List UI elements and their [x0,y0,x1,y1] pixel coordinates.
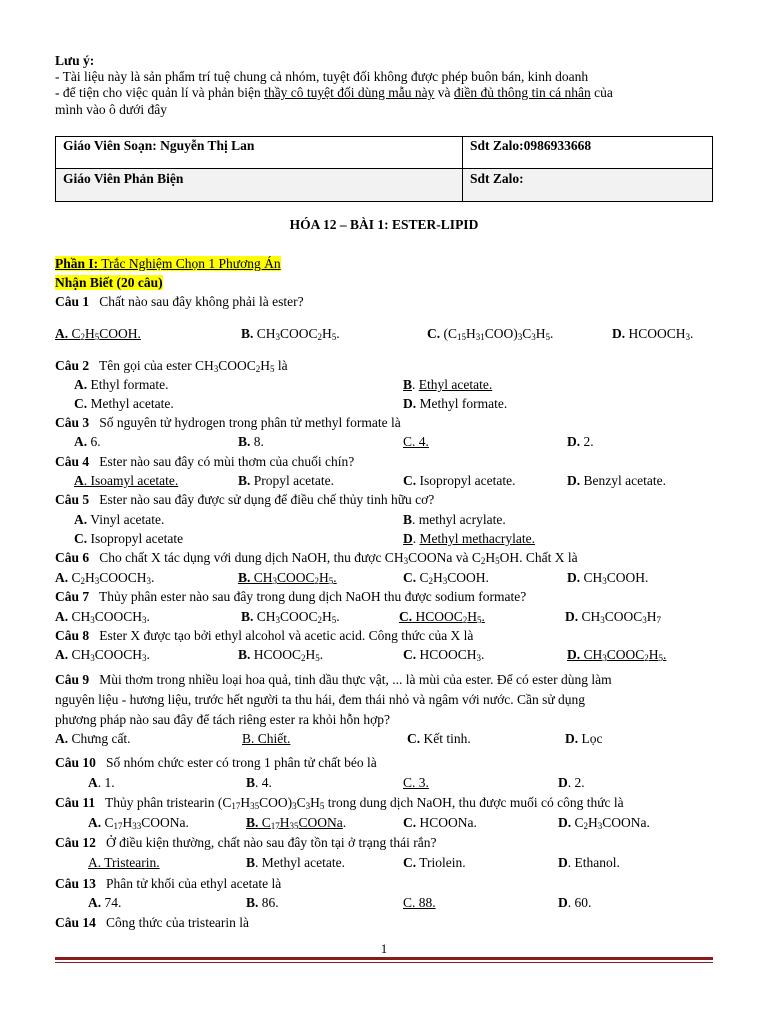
q5-option-c: C. Isopropyl acetate [74,531,184,546]
q6-option-d: D. $CH_3COOH$. [567,570,649,586]
question-10: Câu 10 Số nhóm chức ester có trong 1 phân tử chất béo là [55,755,377,770]
q12-option-d: D. Ethanol. [558,855,620,870]
question-9-line-2: nguyên liệu - hương liệu, trước hết người ta thu hái, đem thái nhỏ và ngâm với nước. Cần sử dụng [55,692,586,707]
q11-option-a: A. $C_{17}H_{33}COONa$. [88,815,189,831]
question-9: Câu 9 Mùi thơm trong nhiều loại hoa quả, tinh dầu thực vật, ... là mùi của ester. Để có ester dùng làm [55,672,612,687]
q11-option-c: C. HCOONa. [403,815,477,830]
question-8: Câu 8 Ester X được tạo bởi ethyl alcohol và acetic acid. Công thức của X là [55,628,474,643]
q5-option-d: D. Methyl methacrylate. [403,531,535,546]
q4-option-c: C. Isopropyl acetate. [403,473,516,488]
q4-option-a: A. Isoamyl acetate. [74,473,179,488]
q9-option-c: C. Kết tinh. [407,731,471,746]
q1-option-d: D. $HCOOCH_3$. [612,326,694,342]
teacher-info-table [55,136,713,202]
q8-option-b: B. $HCOOC_2H_5$. [238,647,324,663]
q1-option-c: C. $(C_{15}H_{31}COO)_3C_3H_5$. [427,326,554,342]
author-phone-cell: Sdt Zalo:0986933668 [463,137,713,169]
page-number: 1 [380,941,388,956]
q2-option-b: B. Ethyl acetate. [403,377,493,392]
q6-option-b: B. $CH_3COOC_2H_5$. [238,570,337,586]
question-11: Câu 11 Thủy phân tristearin $(C_{17}H_{35}COO)_3C_3H_5$ trong dung dịch NaOH, thu được muối có công thức là [55,795,624,811]
q8-option-c: C. $HCOOCH_3$. [403,647,485,663]
q3-option-c: C. 4. [403,434,429,449]
question-12: Câu 12 Ở điều kiện thường, chất nào sau đây tồn tại ở trạng thái rắn? [55,835,437,850]
q10-option-a: A. 1. [88,775,115,790]
question-3: Câu 3 Số nguyên tử hydrogen trong phân tử methyl formate là [55,415,401,430]
footer-rule-thin [55,962,713,963]
q3-option-d: D. 2. [567,434,594,449]
q7-option-d: D. $CH_3COOC_3H_7$ [565,609,662,625]
q10-option-d: D. 2. [558,775,585,790]
q4-option-d: D. Benzyl acetate. [567,473,666,488]
reviewer-phone-cell: Sdt Zalo: [463,169,713,202]
q13-option-b: B. 86. [246,895,279,910]
q13-option-c: C. 88. [403,895,436,910]
question-5: Câu 5 Ester nào sau đây được sử dụng để điều chế thủy tinh hữu cơ? [55,492,435,507]
q2-option-c: C. Methyl acetate. [74,396,174,411]
q2-option-d: D. Methyl formate. [403,396,508,411]
note-line-1: - Tài liệu này là sản phẩm trí tuệ chung cả nhóm, tuyệt đối không được phép buôn bán, kinh doanh [55,69,589,84]
q6-option-c: C. $C_2H_3COOH$. [403,570,489,586]
question-13: Câu 13 Phân tử khối của ethyl acetate là [55,876,282,891]
q3-option-b: B. 8. [238,434,264,449]
question-9-line-3: phương pháp nào sau đây để tách riêng ester ra khỏi hỗn hợp? [55,712,390,727]
note-line-3: mình vào ô dưới đây [55,102,167,117]
q11-option-d: D. $C_2H_3COONa$. [558,815,650,831]
q4-option-b: B. Propyl acetate. [238,473,334,488]
q8-option-d: D. $CH_3COOC_2H_5$. [567,647,667,663]
question-14: Câu 14 Công thức của tristearin là [55,915,250,930]
q7-option-a: A. $CH_3COOCH_3$. [55,609,150,625]
q3-option-a: A. 6. [74,434,101,449]
q8-option-a: A. $CH_3COOCH_3$. [55,647,150,663]
q13-option-d: D. 60. [558,895,592,910]
q13-option-a: A. 74. [88,895,122,910]
question-4: Câu 4 Ester nào sau đây có mùi thơm của chuối chín? [55,454,355,469]
q10-option-b: B. 4. [246,775,272,790]
q12-option-c: C. Triolein. [403,855,466,870]
note-line-2: - để tiện cho việc quản lí và phản biện thầy cô tuyệt đối dùng mẫu này và điền đủ thông tin cá nhân của [55,85,613,100]
question-7: Câu 7 Thủy phân ester nào sau đây trong dung dịch NaOH thu được sodium formate? [55,589,527,604]
q9-option-d: D. Lọc [565,731,603,746]
section-header: Phần I: Trắc Nghiệm Chọn 1 Phương Án [55,256,281,271]
q7-option-b: B. $CH_3COOC_2H_5$. [241,609,340,625]
q7-option-c: C. $HCOOC_2H_5$. [399,609,485,625]
question-2: Câu 2 Tên gọi của ester $CH_3COOC_2H_5$ là [55,358,288,374]
q2-option-a: A. Ethyl formate. [74,377,169,392]
q9-option-b: B. Chiết. [242,731,291,746]
level-header: Nhận Biết (20 câu) [55,275,163,290]
author-cell: Giáo Viên Soạn: Nguyễn Thị Lan [56,137,463,169]
q5-option-b: B. methyl acrylate. [403,512,506,527]
q12-option-b: B. Methyl acetate. [246,855,345,870]
q6-option-a: A. $C_2H_3COOCH_3$. [55,570,155,586]
q11-option-b: B. $C_{17}H_{35}COONa$. [246,815,347,831]
footer-rule-thick [55,957,713,960]
q1-option-b: B. $CH_3COOC_2H_5$. [241,326,340,342]
q12-option-a: A. Tristearin. [88,855,160,870]
question-1: Câu 1 Chất nào sau đây không phải là ester? [55,294,304,309]
reviewer-cell: Giáo Viên Phản Biện [56,169,463,202]
document-title: HÓA 12 – BÀI 1: ESTER-LIPID [289,217,479,232]
q5-option-a: A. Vinyl acetate. [74,512,165,527]
question-6: Câu 6 Cho chất X tác dụng với dung dịch NaOH, thu được $CH_3COONa$ và $C_2H_5OH$. Chất X là [55,550,578,566]
q10-option-c: C. 3. [403,775,429,790]
q1-option-a: A. $C_2H_5COOH$. [55,326,141,342]
note-title: Lưu ý: [55,53,95,68]
q9-option-a: A. Chưng cất. [55,731,131,746]
